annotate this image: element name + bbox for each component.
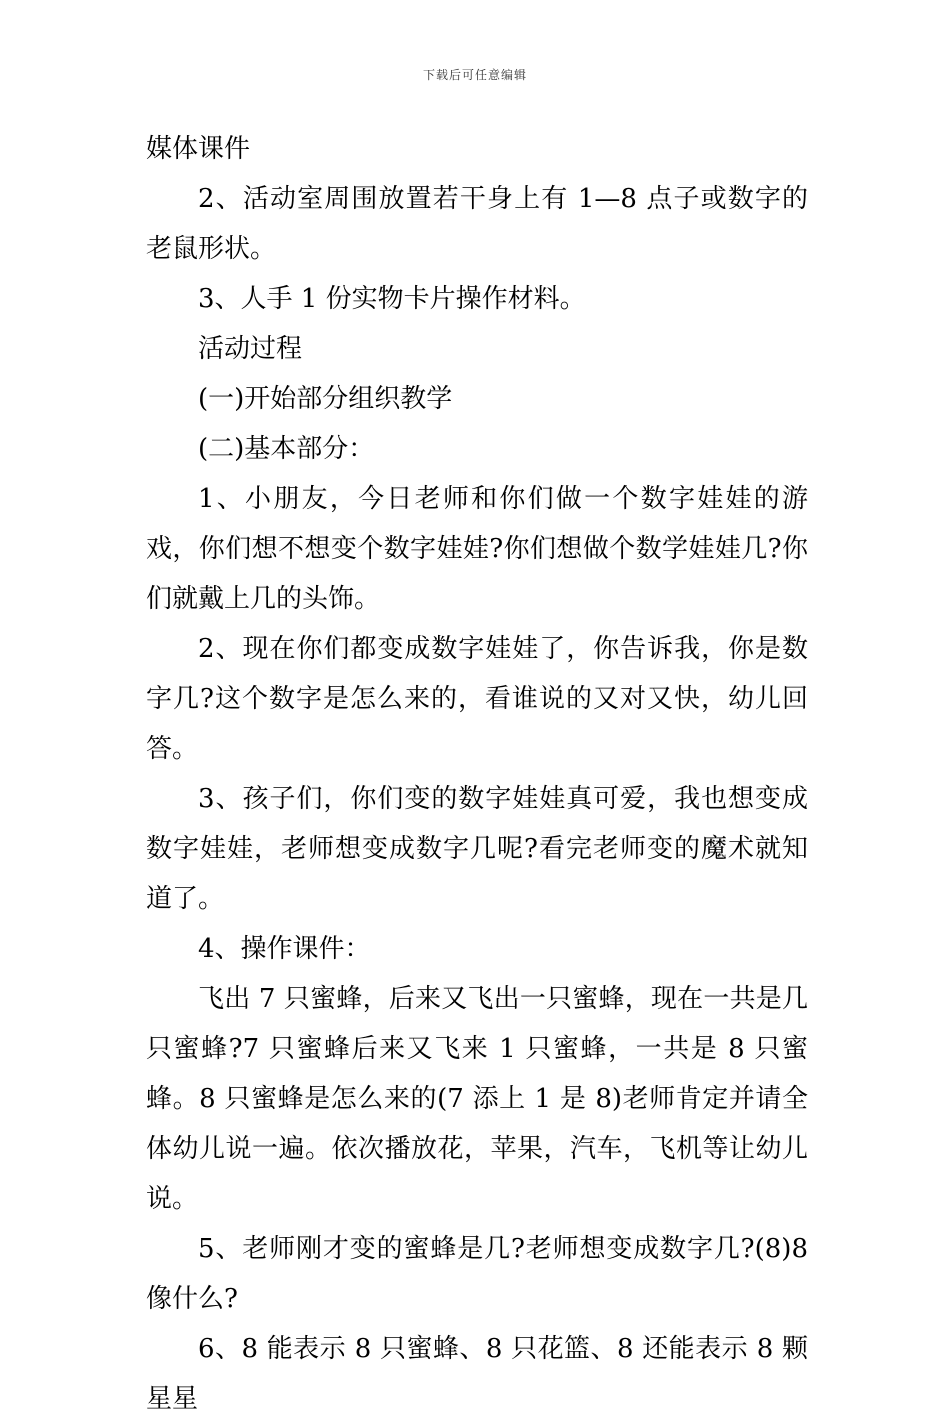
paragraph: 4、操作课件： [198, 934, 371, 964]
paragraph: 1、小朋友，今日老师和你们做一个数字娃娃的游戏，你们想不想变个数字娃娃?你们想做个数学娃娃几?你们就戴上几的头饰。 [146, 484, 808, 614]
paragraph: 5、老师刚才变的蜜蜂是几?老师想变成数字几?(8)8 像什么? [146, 1234, 808, 1314]
paragraph: 飞出 7 只蜜蜂，后来又飞出一只蜜蜂，现在一共是几只蜜蜂?7 只蜜蜂后来又飞来 1 只蜜蜂，一共是 8 只蜜蜂。8 只蜜蜂是怎么来的(7 添上 1 是 8)老师肯定并请全体幼儿说一遍。依次播放花，苹果，汽车，飞机等让幼儿说。 [146, 984, 808, 1214]
paragraph: 6、8 能表示 8 只蜜蜂、8 只花篮、8 还能表示 8 颗星星 [146, 1334, 808, 1414]
document-body [146, 124, 808, 1424]
paragraph: 2、活动室周围放置若干身上有 1—8 点子或数字的老鼠形状。 [146, 184, 808, 264]
section-heading: (一)开始部分组织教学 [198, 384, 453, 414]
section-heading: 活动过程 [198, 334, 303, 364]
paragraph: 3、人手 1 份实物卡片操作材料。 [198, 284, 586, 314]
section-heading: (二)基本部分： [198, 434, 375, 464]
paragraph: 3、孩子们，你们变的数字娃娃真可爱，我也想变成数字娃娃，老师想变成数字几呢?看完老师变的魔术就知道了。 [146, 784, 808, 914]
page-header: 下载后可任意编辑 [422, 68, 527, 82]
paragraph: 2、现在你们都变成数字娃娃了，你告诉我，你是数字几?这个数字是怎么来的，看谁说的又对又快，幼儿回答。 [146, 634, 808, 764]
paragraph: 媒体课件 [146, 134, 251, 164]
